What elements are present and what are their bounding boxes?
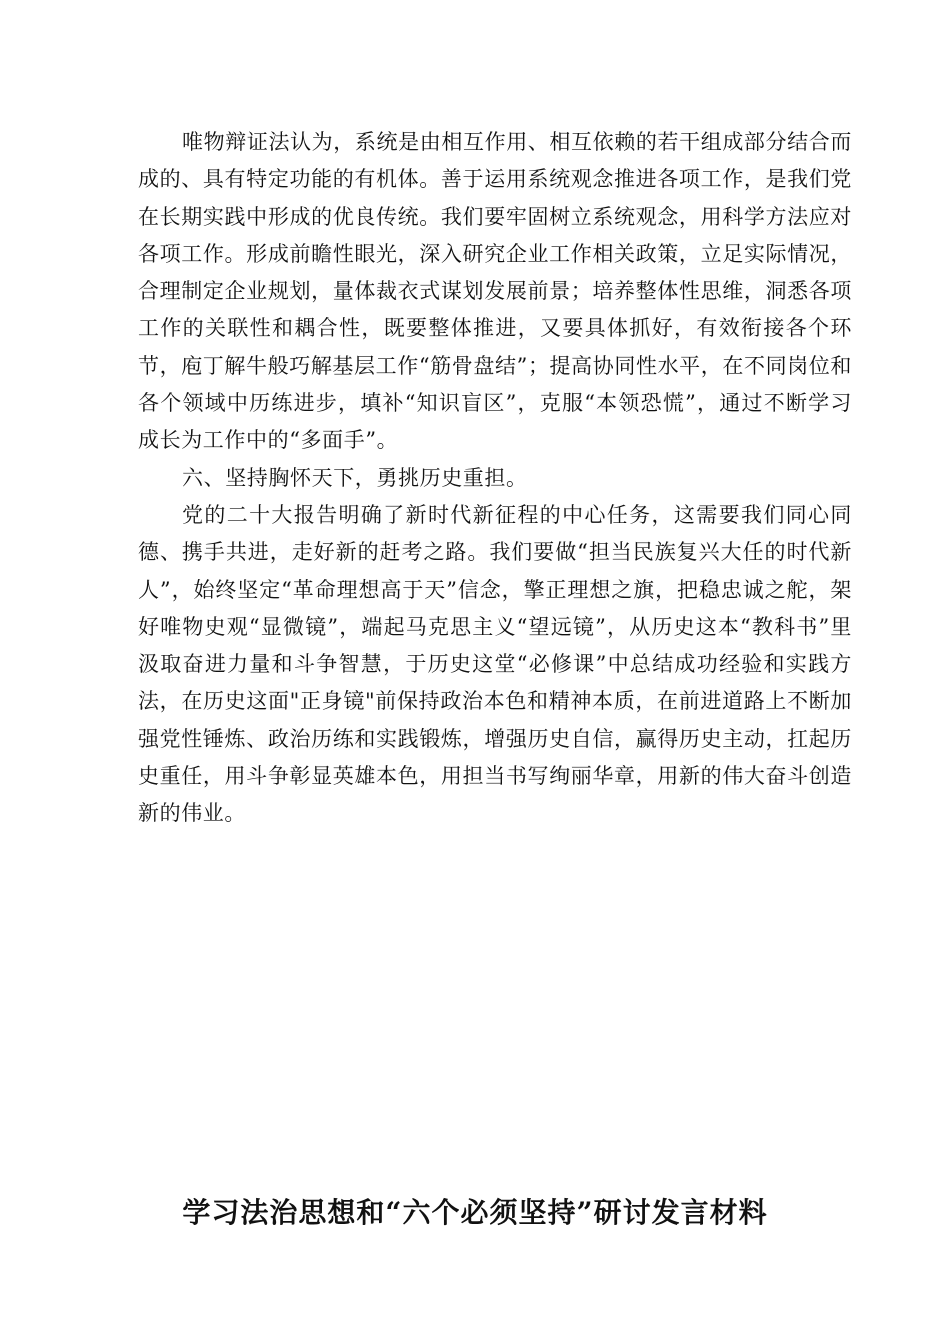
document-title: 学习法治思想和“六个必须坚持”研讨发言材料: [182, 1196, 768, 1229]
body-text: [138, 124, 852, 833]
section-heading-six: 六、坚持胸怀天下，勇挑历史重担。: [182, 465, 528, 490]
paragraph-systems-thinking: 唯物辩证法认为，系统是由相互作用、相互依赖的若干组成部分结合而成的、具有特定功能的有机体。善于运用系统观念推进各项工作，是我们党在长期实践中形成的优良传统。我们要牢固树立系统观念，用科学方法应对各项工作。形成前瞻性眼光，深入研究企业工作相关政策，立足实际情况，合理制定企业规划，量体裁衣式谋划发展前景；培养整体性思维，洞悉各项工作的关联性和耦合性，既要整体推进，又要具体抓好，有效衔接各个环节，庖丁解牛般巧解基层工作“筋骨盘结”；提高协同性水平，在不同岗位和各个领域中历练进步，填补“知识盲区”，克服“本领恐慌”，通过不断学习成长为工作中的“多面手”。: [138, 130, 852, 453]
paragraph-history-mission: 党的二十大报告明确了新时代新征程的中心任务，这需要我们同心同德、携手共进，走好新的赶考之路。我们要做“担当民族复兴大任的时代新人”，始终坚定“革命理想高于天”信念，擎正理想之旗，把稳忠诚之舵，架好唯物史观“显微镜”，端起马克思主义“望远镜”，从历史这本“教科书”里汲取奋进力量和斗争智慧，于历史这堂“必修课”中总结成功经验和实践方法，在历史这面"正身镜"前保持政治本色和精神本质，在前进道路上不断加强党性锤炼、政治历练和实践锻炼，增强历史自信，赢得历史主动，扛起历史重任，用斗争彰显英雄本色，用担当书写绚丽华章，用新的伟大奋斗创造新的伟业。: [138, 502, 852, 826]
